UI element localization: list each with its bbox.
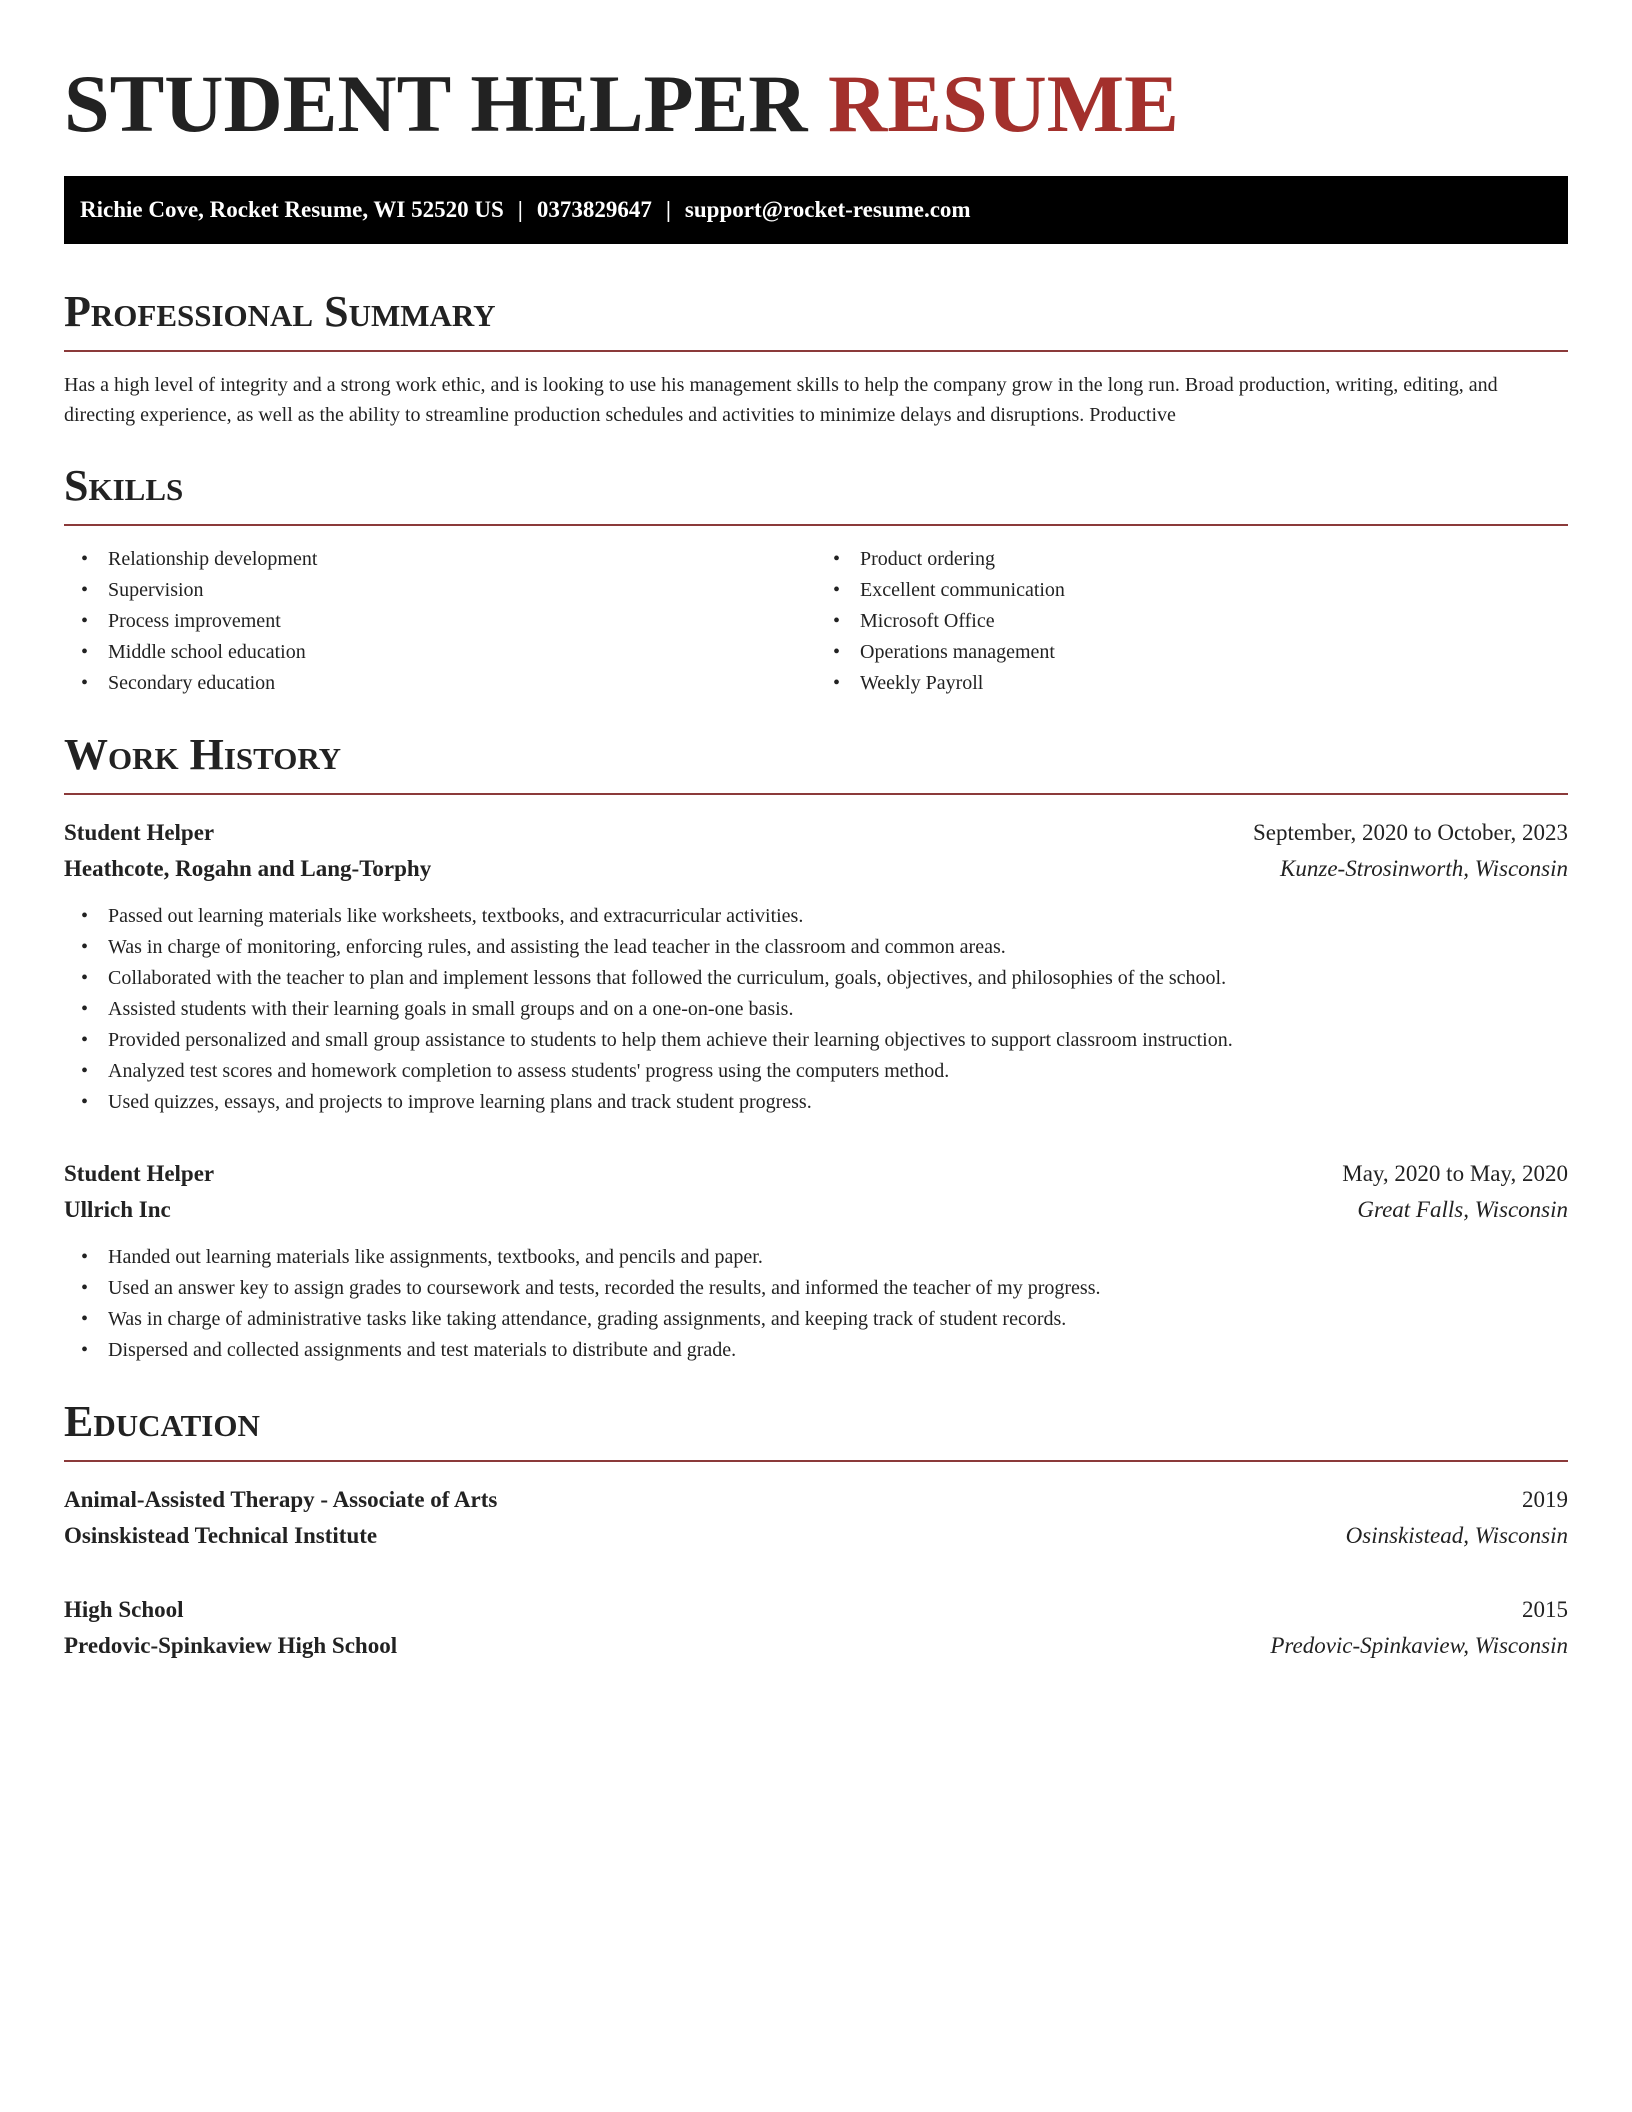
job-header-row (64, 1156, 1568, 1192)
education-year: 2019 (1522, 1487, 1568, 1512)
bullet-icon: • (81, 1060, 89, 1082)
job-company: Heathcote, Rogahn and Lang-Torphy (64, 856, 432, 881)
job-bullet: • Handed out learning materials like assignments, textbooks, and pencils and paper. (81, 1242, 1568, 1273)
skill-item: • Process improvement (81, 606, 816, 637)
skills-heading: Skills (64, 461, 184, 510)
bullet-icon: • (81, 579, 89, 601)
skills-column-left (64, 544, 816, 699)
job-bullet: • Collaborated with the teacher to plan and implement lessons that followed the curriculum, goals, objectives, and philosophies of the school. (81, 963, 1568, 994)
education-location: Predovic-Spinkaview, Wisconsin (1270, 1633, 1568, 1658)
bullet-icon: • (81, 936, 89, 958)
job-bullet: • Dispersed and collected assignments and test materials to distribute and grade. (81, 1335, 1568, 1366)
skills-section (64, 460, 1568, 699)
skill-item: • Microsoft Office (833, 606, 1568, 637)
job-location: Great Falls, Wisconsin (1357, 1197, 1568, 1222)
skill-item: • Middle school education (81, 637, 816, 668)
bullet-icon: • (81, 1246, 89, 1268)
education-section (64, 1396, 1568, 1664)
section-divider (64, 350, 1568, 352)
contact-address: Richie Cove, Rocket Resume, WI 52520 US (80, 197, 504, 222)
skill-item: • Weekly Payroll (833, 668, 1568, 699)
skill-item: • Operations management (833, 637, 1568, 668)
job-entry (64, 815, 1568, 1118)
job-bullets (64, 1242, 1568, 1366)
job-bullet: • Analyzed test scores and homework completion to assess students' progress using the computers method. (81, 1056, 1568, 1087)
bullet-icon: • (833, 672, 841, 694)
title-main: STUDENT HELPER (64, 58, 808, 149)
education-school-row (64, 1628, 1568, 1664)
contact-bar (64, 176, 1568, 244)
education-degree: Animal-Assisted Therapy - Associate of Arts (64, 1487, 498, 1512)
work-history-heading: Work History (64, 730, 342, 779)
bullet-icon: • (81, 672, 89, 694)
bullet-icon: • (81, 1339, 89, 1361)
bullet-icon: • (81, 905, 89, 927)
skill-item: • Relationship development (81, 544, 816, 575)
education-school: Osinskistead Technical Institute (64, 1523, 378, 1548)
bullet-icon: • (81, 1277, 89, 1299)
job-company-row (64, 851, 1568, 887)
bullet-icon: • (833, 579, 841, 601)
skills-grid (64, 544, 1568, 699)
summary-heading: Professional Summary (64, 287, 496, 336)
job-bullet: • Was in charge of monitoring, enforcing rules, and assisting the lead teacher in the classroom and common areas. (81, 932, 1568, 963)
job-bullet: • Assisted students with their learning goals in small groups and on a one-on-one basis. (81, 994, 1568, 1025)
job-bullet: • Provided personalized and small group assistance to students to help them achieve their learning objectives to support classroom instruction. (81, 1025, 1568, 1056)
section-divider (64, 793, 1568, 795)
contact-email: support@rocket-resume.com (684, 197, 971, 222)
job-title: Student Helper (64, 820, 215, 845)
job-company: Ullrich Inc (64, 1197, 171, 1222)
bullet-icon: • (81, 1029, 89, 1051)
section-divider (64, 524, 1568, 526)
skill-item: • Secondary education (81, 668, 816, 699)
education-school-row (64, 1518, 1568, 1554)
skill-item: • Product ordering (833, 544, 1568, 575)
skills-column-right (816, 544, 1568, 699)
summary-text: Has a high level of integrity and a strong work ethic, and is looking to use his management skills to help the company grow in the long run. Broad production, writing, editing, and directing experience, as well as the ability to streamline production schedules and activities to minimize delays and disruptions. Productive (64, 374, 1498, 426)
education-degree-row (64, 1592, 1568, 1628)
contact-separator: | (517, 197, 523, 222)
work-history-section (64, 729, 1568, 1366)
job-bullet: • Used quizzes, essays, and projects to improve learning plans and track student progress. (81, 1087, 1568, 1118)
bullet-icon: • (833, 641, 841, 663)
skill-item: • Excellent communication (833, 575, 1568, 606)
skill-item: • Supervision (81, 575, 816, 606)
education-entry (64, 1592, 1568, 1664)
job-dates: September, 2020 to October, 2023 (1253, 820, 1568, 845)
contact-separator: | (665, 197, 671, 222)
bullet-icon: • (81, 641, 89, 663)
education-location: Osinskistead, Wisconsin (1345, 1523, 1568, 1548)
bullet-icon: • (81, 548, 89, 570)
job-header-row (64, 815, 1568, 851)
education-degree: High School (64, 1597, 184, 1622)
bullet-icon: • (81, 610, 89, 632)
job-location: Kunze-Strosinworth, Wisconsin (1280, 856, 1568, 881)
job-bullets (64, 901, 1568, 1118)
bullet-icon: • (833, 610, 841, 632)
education-school: Predovic-Spinkaview High School (64, 1633, 398, 1658)
job-dates: May, 2020 to May, 2020 (1342, 1161, 1568, 1186)
contact-phone: 0373829647 (536, 197, 652, 222)
job-bullet: • Was in charge of administrative tasks like taking attendance, grading assignments, and keeping track of student records. (81, 1304, 1568, 1335)
bullet-icon: • (833, 548, 841, 570)
education-heading: Education (64, 1397, 260, 1446)
summary-section (64, 286, 1568, 430)
resume-title (64, 0, 1568, 152)
education-degree-row (64, 1482, 1568, 1518)
bullet-icon: • (81, 1091, 89, 1113)
job-bullet: • Used an answer key to assign grades to coursework and tests, recorded the results, and informed the teacher of my progress. (81, 1273, 1568, 1304)
bullet-icon: • (81, 967, 89, 989)
education-year: 2015 (1522, 1597, 1568, 1622)
job-title: Student Helper (64, 1161, 215, 1186)
job-company-row (64, 1192, 1568, 1228)
education-entry (64, 1482, 1568, 1554)
section-divider (64, 1460, 1568, 1462)
title-accent: RESUME (828, 58, 1179, 149)
bullet-icon: • (81, 1308, 89, 1330)
bullet-icon: • (81, 998, 89, 1020)
job-bullet: • Passed out learning materials like worksheets, textbooks, and extracurricular activities. (81, 901, 1568, 932)
job-entry (64, 1156, 1568, 1366)
